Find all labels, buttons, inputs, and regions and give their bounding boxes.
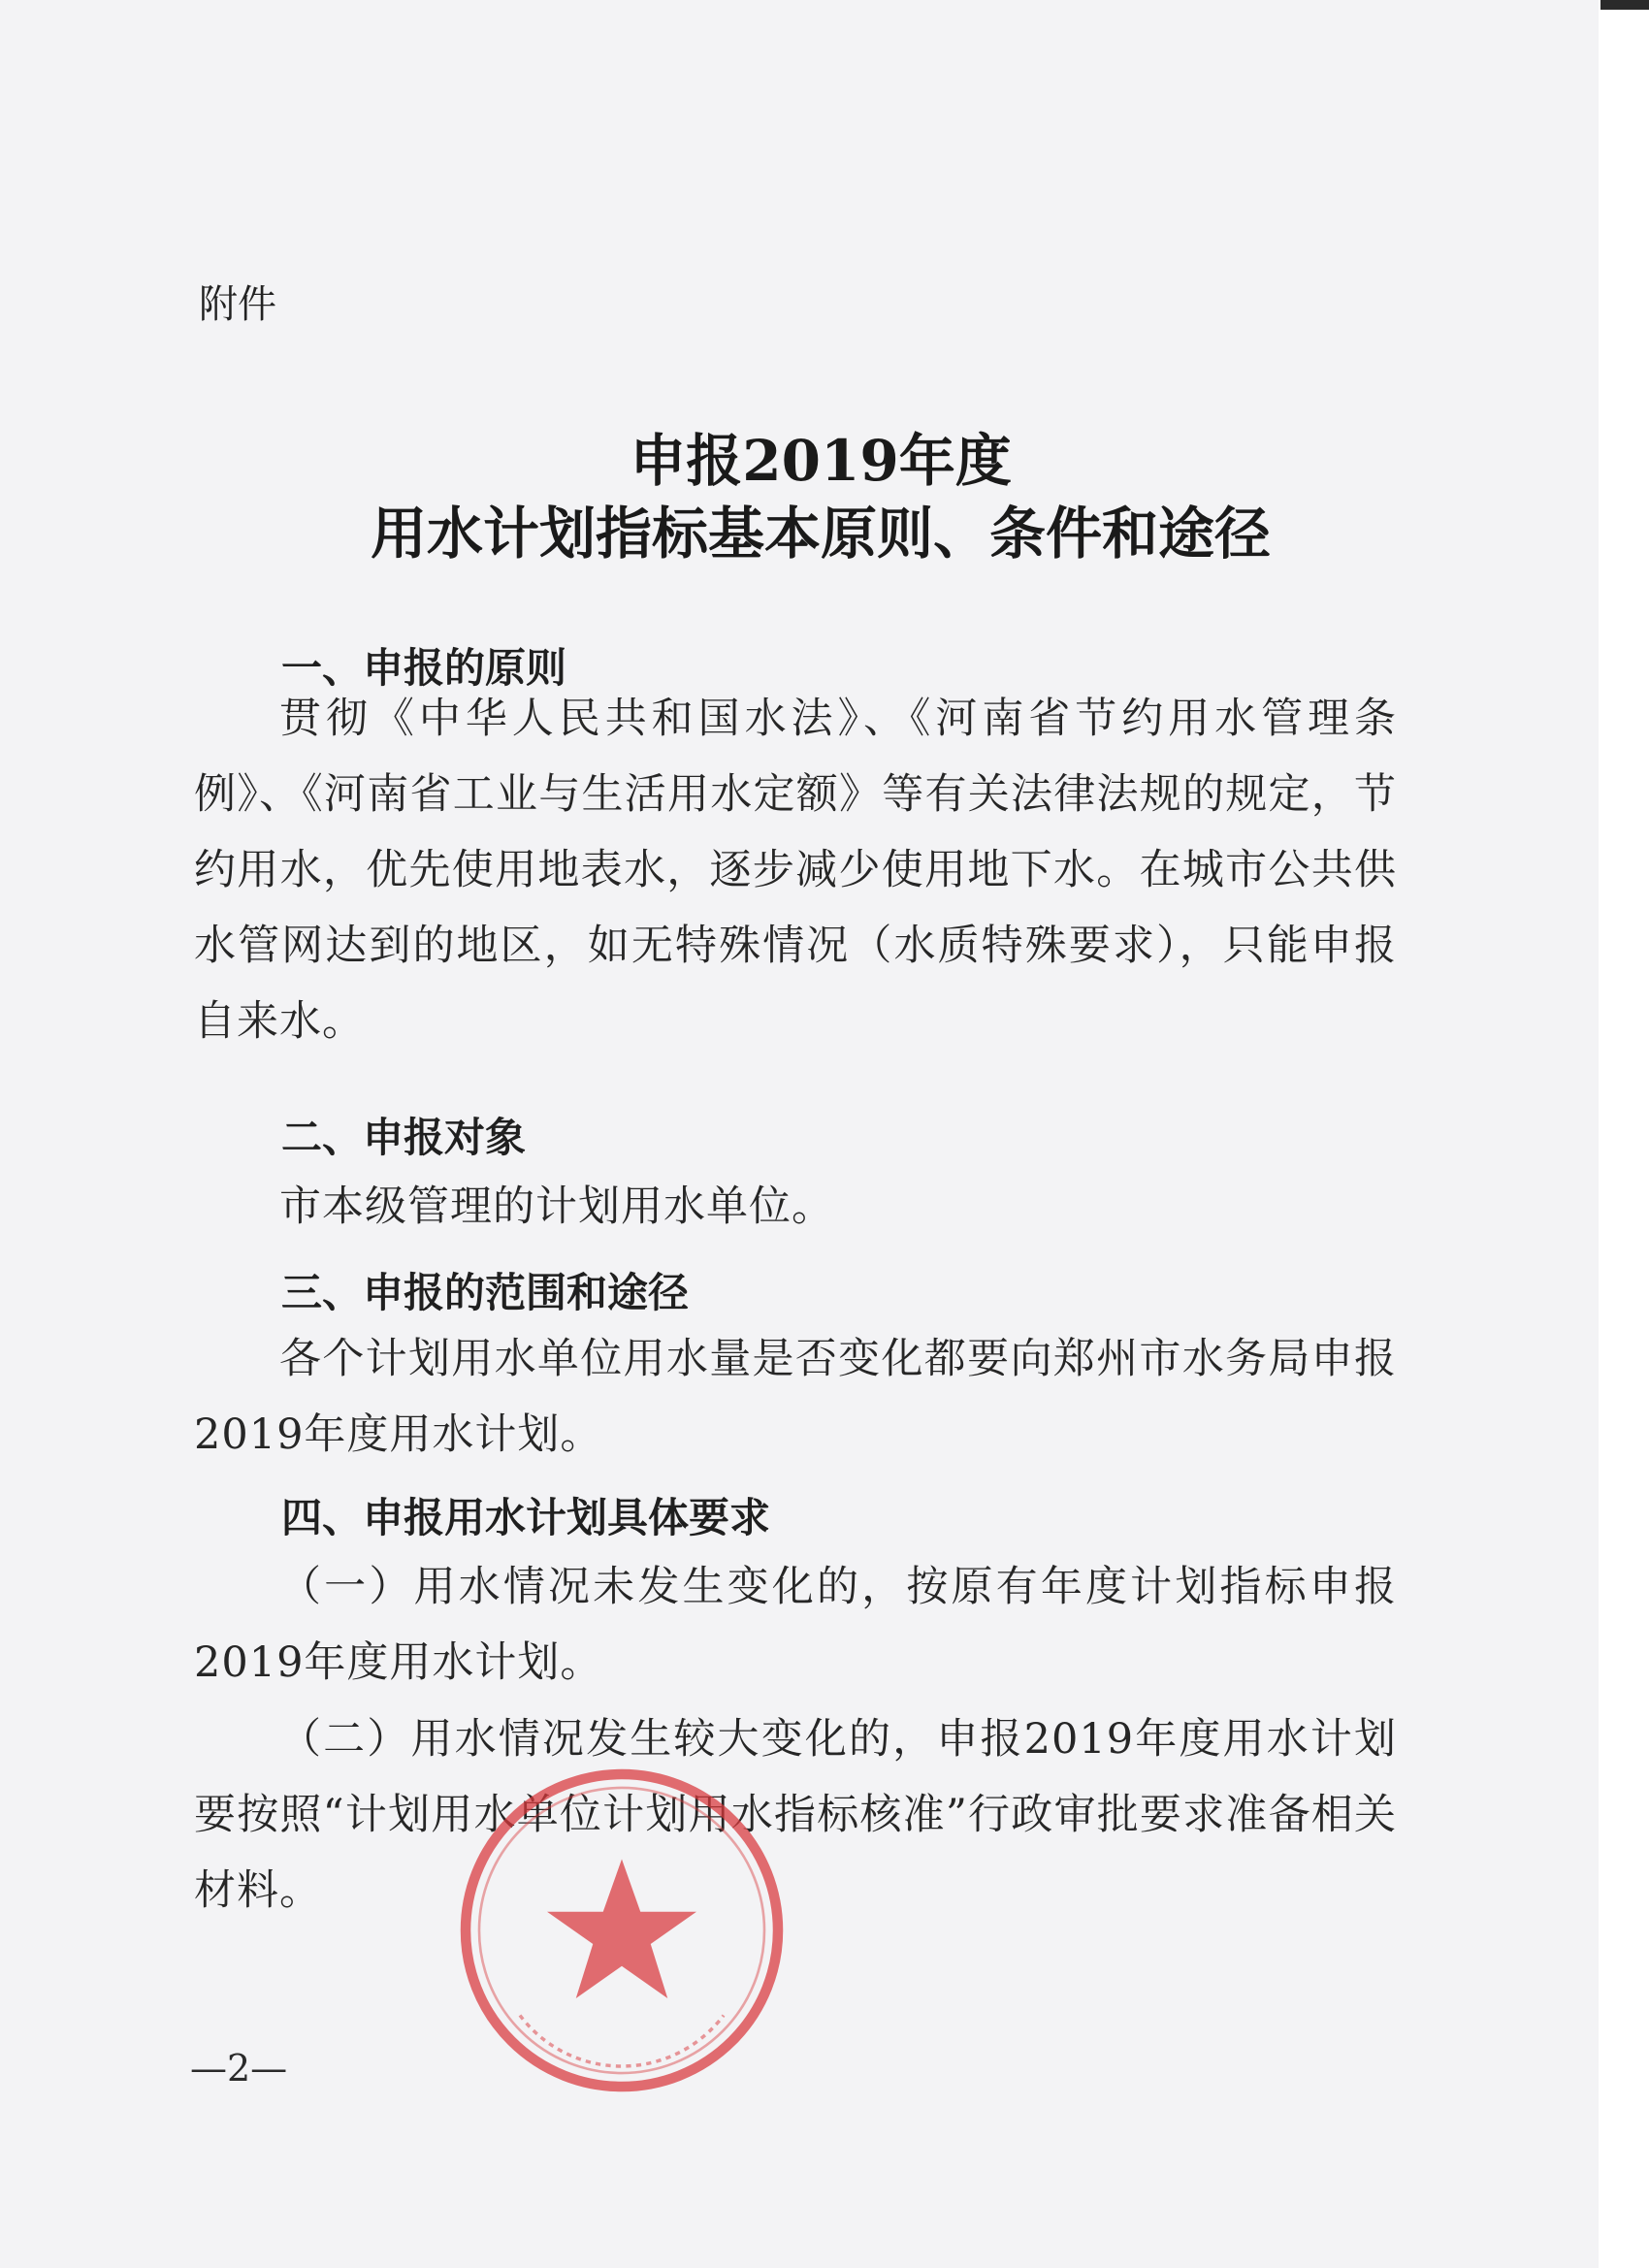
section-heading-1: 一、申报的原则 (281, 644, 567, 692)
section-1-paragraph: 贯彻《中华人民共和国水法》、《河南省节约用水管理条例》、《河南省工业与生活用水定额》等有关法律法规的规定，节约用水，优先使用地表水，逐步减少使用地下水。在城市公共供水管网达到的地区，如无特殊情况（水质特殊要求），只能申报自来水。 (194, 695, 1397, 1046)
section-heading-3: 三、申报的范围和途径 (281, 1269, 690, 1316)
title-line-2: 用水计划指标基本原则、条件和途径 (370, 501, 1271, 567)
page-number: —2— (190, 2047, 288, 2090)
scan-corner-mark (1600, 0, 1649, 10)
section-heading-2: 二、申报对象 (281, 1114, 527, 1161)
section-heading-4: 四、申报用水计划具体要求 (281, 1494, 771, 1541)
attachment-label: 附件 (199, 282, 276, 327)
seal-star-icon (547, 1860, 696, 1999)
section-4-paragraph-2: （二）用水情况发生较大变化的，申报2019年度用水计划要按照“计划用水单位计划用水指标核准”行政审批要求准备相关材料。 (194, 1715, 1397, 1915)
section-3-paragraph: 各个计划用水单位用水量是否变化都要向郑州市水务局申报2019年度用水计划。 (194, 1335, 1397, 1459)
official-seal (452, 1761, 792, 2100)
title-line-1: 申报2019年度 (630, 428, 1012, 494)
section-2-paragraph: 市本级管理的计划用水单位。 (279, 1183, 834, 1231)
section-4-paragraph-1: （一）用水情况未发生变化的，按原有年度计划指标申报2019年度用水计划。 (194, 1563, 1397, 1687)
scan-margin (1599, 0, 1649, 2268)
